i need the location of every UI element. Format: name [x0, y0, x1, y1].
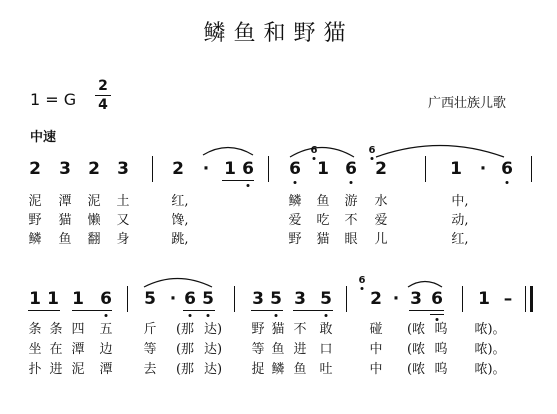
lyric-char: 进 — [293, 342, 307, 357]
lyric-char: 潭 — [71, 342, 85, 357]
lyric-char: 呜 — [434, 342, 448, 357]
lyric-char: 中 — [369, 342, 383, 357]
lyric-char: 泥 — [87, 194, 101, 209]
slur — [290, 145, 354, 158]
lyric-char: 达) — [203, 342, 223, 357]
song-source: 广西壮族儿歌 — [428, 96, 507, 111]
lyric-char: 又 — [116, 213, 130, 228]
lyric-char: (哝 — [406, 362, 426, 377]
lyric-char: (那 — [175, 362, 195, 377]
note: 5 — [320, 289, 332, 309]
lyric-char: 鳞 — [288, 194, 302, 209]
lyric-char: 馋, — [171, 213, 189, 228]
lyric-char: 条 — [28, 322, 42, 337]
note: 1 — [47, 289, 59, 309]
lyric-char: 翻 — [87, 232, 101, 247]
time-signature-bottom: 4 — [98, 97, 108, 113]
lyric-char: 跳, — [171, 232, 189, 247]
lyric-char: 野 — [288, 232, 302, 247]
lyric-char: 吃 — [316, 213, 330, 228]
lyric-char: (哝 — [406, 342, 426, 357]
lyric-char: 身 — [116, 232, 130, 247]
slur — [376, 146, 504, 158]
lyric-char: 五 — [99, 322, 113, 337]
augmentation-dot: · — [479, 159, 487, 179]
note: 2 — [88, 159, 100, 179]
augmentation-dot: · — [169, 289, 177, 309]
lyric-char: 中 — [369, 362, 383, 377]
lyric-char: 泥 — [71, 362, 85, 377]
note: 1 — [72, 289, 84, 309]
lyric-char: 中, — [451, 194, 469, 209]
lyric-char: 达) — [203, 362, 223, 377]
augmentation-dot: · — [202, 159, 210, 179]
lyric-char: 红, — [451, 232, 469, 247]
lyric-char: 达) — [203, 322, 223, 337]
note: 6 — [501, 159, 513, 179]
lyric-char: 鱼 — [293, 362, 307, 377]
lyric-char: 呜 — [434, 322, 448, 337]
lyric-char: 野 — [251, 322, 265, 337]
lyric-char: 条 — [49, 322, 63, 337]
note: 1 — [450, 159, 462, 179]
lyric-char: 爱 — [288, 213, 302, 228]
lyric-char: 不 — [293, 322, 307, 337]
lyric-char: 鱼 — [58, 232, 72, 247]
lyric-char: 哝)。 — [474, 362, 506, 377]
lyric-char: (那 — [175, 322, 195, 337]
lyric-char: 泥 — [28, 194, 42, 209]
note: 2 — [29, 159, 41, 179]
lyric-char: 不 — [344, 213, 358, 228]
slur — [144, 279, 212, 288]
lyric-char: 斤 — [143, 322, 157, 337]
lyric-char: 潭 — [99, 362, 113, 377]
slur — [408, 282, 442, 288]
lyric-char: 懒 — [87, 213, 101, 228]
lyric-char: 捉 — [251, 362, 265, 377]
lyric-char: 儿 — [374, 232, 388, 247]
lyric-char: 潭 — [58, 194, 72, 209]
lyric-char: 野 — [28, 213, 42, 228]
song-title: 鳞鱼和野猫 — [203, 21, 354, 46]
lyric-char: 进 — [49, 362, 63, 377]
note: 1 — [224, 159, 236, 179]
lyric-char: 哝)。 — [474, 322, 506, 337]
lyric-char: 爱 — [374, 213, 388, 228]
lyric-char: 猫 — [316, 232, 330, 247]
lyric-char: 扑 — [28, 362, 42, 377]
lyric-char: 游 — [344, 194, 358, 209]
lyric-char: 土 — [116, 194, 130, 209]
lyric-char: 眼 — [344, 232, 358, 247]
note: 2 — [375, 159, 387, 179]
note: 5 — [144, 289, 156, 309]
note: 3 — [59, 159, 71, 179]
time-signature-top: 2 — [98, 78, 108, 94]
lyric-char: 四 — [71, 322, 85, 337]
lyric-char: 在 — [49, 342, 63, 357]
lyric-char: 呜 — [434, 362, 448, 377]
lyric-char: 碰 — [369, 322, 383, 337]
grace-note: 6 — [368, 145, 376, 156]
lyric-char: 坐 — [28, 342, 42, 357]
lyric-char: 动, — [451, 213, 469, 228]
lyric-char: 去 — [143, 362, 157, 377]
lyric-char: 敢 — [319, 322, 333, 337]
note: 5 — [202, 289, 214, 309]
lyric-char: 哝)。 — [474, 342, 506, 357]
key-signature: 1 = G — [30, 90, 77, 109]
lyric-char: 吐 — [319, 362, 333, 377]
lyric-char: 水 — [374, 194, 388, 209]
note: 3 — [117, 159, 129, 179]
lyric-char: 红, — [171, 194, 189, 209]
note: 1 — [317, 159, 329, 179]
lyric-char: 鱼 — [316, 194, 330, 209]
note: 3 — [252, 289, 264, 309]
note: 1 — [29, 289, 41, 309]
note: 5 — [270, 289, 282, 309]
grace-note: 6 — [358, 275, 366, 286]
lyric-char: 边 — [99, 342, 113, 357]
note-extension: – — [503, 289, 513, 309]
lyric-char: 口 — [319, 342, 333, 357]
lyric-char: 鳞 — [271, 362, 285, 377]
grace-note: 6 — [310, 145, 318, 156]
lyric-char: 鱼 — [271, 342, 285, 357]
tempo-marking: 中速 — [30, 130, 57, 145]
note: 2 — [370, 289, 382, 309]
slur — [203, 148, 253, 156]
lyric-char: 猫 — [271, 322, 285, 337]
lyric-char: (那 — [175, 342, 195, 357]
lyric-char: 等 — [143, 342, 157, 357]
lyric-char: (哝 — [406, 322, 426, 337]
note: 6 — [289, 159, 301, 179]
note: 6 — [100, 289, 112, 309]
note: 3 — [294, 289, 306, 309]
lyric-char: 等 — [251, 342, 265, 357]
note: 6 — [242, 159, 254, 179]
note: 6 — [345, 159, 357, 179]
note: 2 — [172, 159, 184, 179]
note: 1 — [478, 289, 490, 309]
note: 6 — [431, 289, 443, 309]
lyric-char: 猫 — [58, 213, 72, 228]
lyric-char: 鳞 — [28, 232, 42, 247]
augmentation-dot: · — [392, 289, 400, 309]
note: 3 — [410, 289, 422, 309]
note: 6 — [184, 289, 196, 309]
